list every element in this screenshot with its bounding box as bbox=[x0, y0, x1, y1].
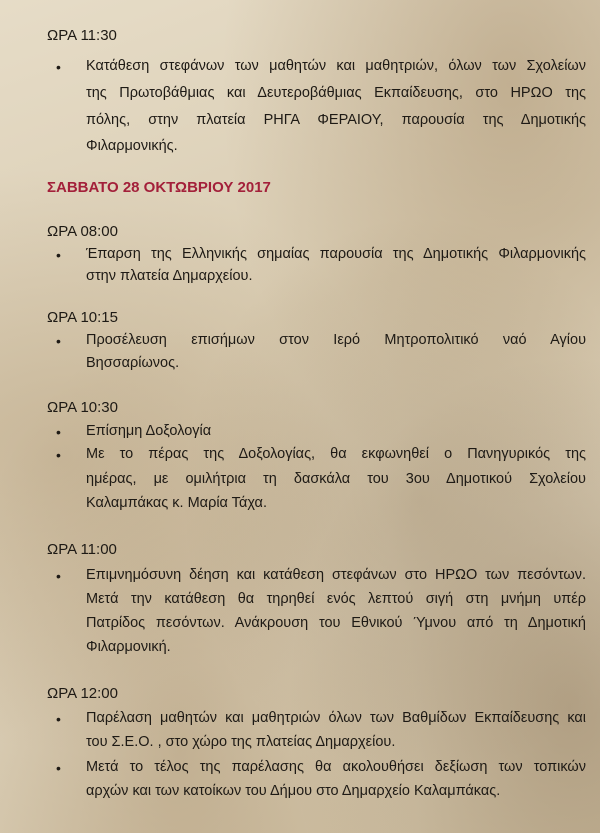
time-heading: ΩΡΑ 10:15 bbox=[47, 309, 118, 326]
item-text-line: Έπαρση της Ελληνικής σημαίας παρουσία της Δημοτικής Φιλαρμονικής bbox=[86, 246, 586, 262]
item-text-line: αρχών και των κατοίκων του Δήμου στο Δημαρχείο Καλαμπάκας. bbox=[86, 783, 501, 799]
time-heading: ΩΡΑ 08:00 bbox=[47, 223, 118, 240]
bullet-icon: • bbox=[56, 711, 61, 727]
item-text-line: του Σ.Ε.Ο. , στο χώρο της πλατείας Δημαρχείου. bbox=[86, 734, 396, 750]
time-heading: ΩΡΑ 12:00 bbox=[47, 685, 118, 702]
item-text-line: Βησσαρίωνος. bbox=[86, 355, 180, 371]
item-text-line: Μετά το τέλος της παρέλασης θα ακολουθήσει δεξίωση των τοπικών bbox=[86, 759, 586, 775]
time-heading: ΩΡΑ 10:30 bbox=[47, 399, 118, 416]
bullet-icon: • bbox=[56, 568, 61, 584]
bullet-icon: • bbox=[56, 760, 61, 776]
item-text-line: Με το πέρας της Δοξολογίας, θα εκφωνηθεί ο Πανηγυρικός της bbox=[86, 446, 586, 462]
bullet-icon: • bbox=[56, 333, 61, 349]
time-heading: ΩΡΑ 11:30 bbox=[47, 27, 117, 44]
item-text-line: Φιλαρμονικής. bbox=[86, 138, 178, 154]
item-text-line: ημέρας, με ομιλήτρια τη δασκάλα του 3ου Δημοτικού Σχολείου bbox=[86, 471, 586, 487]
item-text-line: Μετά την κατάθεση θα τηρηθεί ενός λεπτού σιγή στη μνήμη υπέρ bbox=[86, 591, 586, 607]
bullet-icon: • bbox=[56, 59, 61, 75]
item-text-line: Κατάθεση στεφάνων των μαθητών και μαθητριών, όλων των Σχολείων bbox=[86, 58, 586, 74]
item-text-line: στην πλατεία Δημαρχείου. bbox=[86, 268, 253, 284]
item-text-line: της Πρωτοβάθμιας και Δευτεροβάθμιας Εκπαίδευσης, στο ΗΡΩΟ της bbox=[86, 85, 586, 101]
item-text-line: Παρέλαση μαθητών και μαθητριών όλων των Βαθμίδων Εκπαίδευσης και bbox=[86, 710, 586, 726]
item-text-line: Καλαμπάκας κ. Μαρία Τάχα. bbox=[86, 495, 267, 511]
time-heading: ΩΡΑ 11:00 bbox=[47, 541, 117, 558]
item-text-line: πόλης, στην πλατεία ΡΗΓΑ ΦΕΡΑΙΟΥ, παρουσία της Δημοτικής bbox=[86, 112, 586, 128]
item-text-line: Πατρίδος πεσόντων. Ανάκρουση του Εθνικού Ύμνου από τη Δημοτική bbox=[86, 615, 586, 631]
bullet-icon: • bbox=[56, 447, 61, 463]
item-text-line: Προσέλευση επισήμων στον Ιερό Μητροπολιτικό ναό Αγίου bbox=[86, 332, 586, 348]
item-text-line: Επίσημη Δοξολογία bbox=[86, 423, 212, 439]
bullet-icon: • bbox=[56, 424, 61, 440]
bullet-icon: • bbox=[56, 247, 61, 263]
item-text-line: Επιμνημόσυνη δέηση και κατάθεση στεφάνων στο ΗΡΩΟ των πεσόντων. bbox=[86, 567, 586, 583]
item-text-line: Φιλαρμονική. bbox=[86, 639, 171, 655]
date-heading: ΣΑΒΒΑΤΟ 28 ΟΚΤΩΒΡΙΟΥ 2017 bbox=[47, 179, 271, 196]
